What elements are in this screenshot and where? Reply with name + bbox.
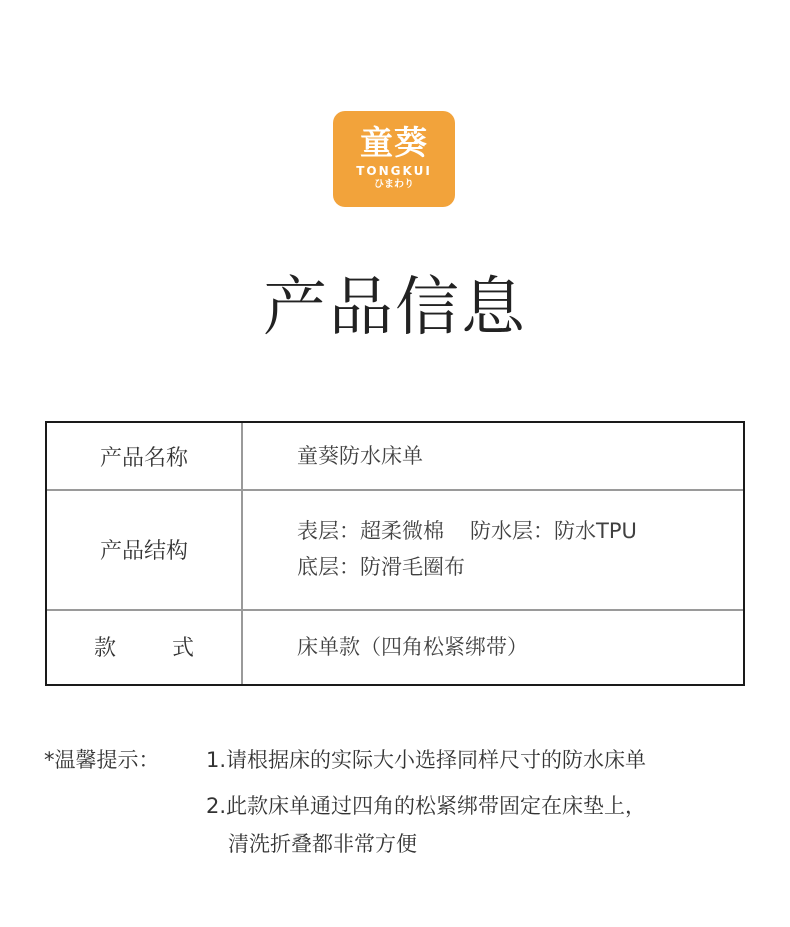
style-label-char-1: 款 [94,636,117,661]
bottom-layer-text: 底层：防滑毛圈布 [297,555,465,579]
page-title: 产品信息 [263,271,527,345]
waterproof-layer-text: 防水层：防水TPU [470,519,637,543]
style-label-char-2: 式 [171,636,194,661]
product-info-table [45,421,745,686]
tip-item-2: 2.此款床单通过四角的松紧绑带固定在床垫上， [206,794,647,818]
structure-line-1 [297,513,733,549]
table-row-product-structure [47,489,743,611]
logo-japanese-text: ひまわり [374,179,414,190]
row-value [297,609,733,684]
logo-chinese-text: 童葵 [360,123,428,162]
row-label: 产品名称 [99,445,188,471]
row-value [297,489,733,609]
row-label [47,609,241,684]
surface-layer-text: 表层：超柔微棉 [297,519,444,543]
style-value: 床单款（四角松紧绑带） [297,634,528,659]
logo-english-text: TONGKUI [356,164,432,178]
tip-item-2-continued: 清洗折叠都非常方便 [228,832,417,856]
table-row-style [47,609,743,684]
product-name-value: 童葵防水床单 [297,444,423,468]
row-value [297,423,733,489]
tip-item-1: 1.请根据床的实际大小选择同样尺寸的防水床单 [206,748,647,772]
brand-logo [333,111,455,207]
row-label: 产品结构 [99,538,188,564]
table-row-product-name [47,423,743,491]
tips-label: *温馨提示： [44,748,160,772]
